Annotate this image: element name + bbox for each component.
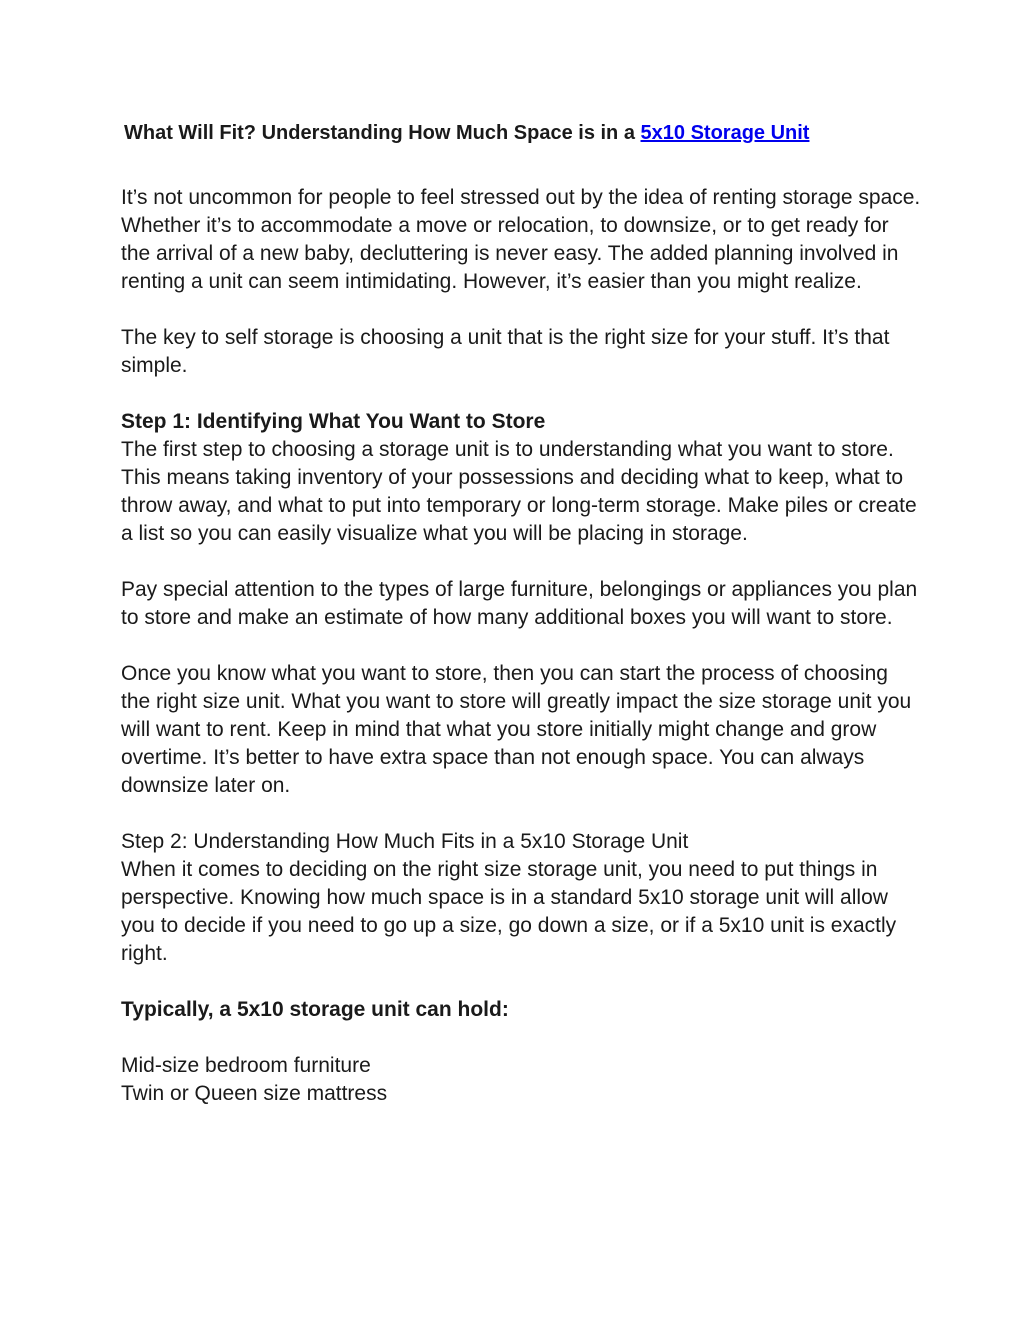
key-paragraph: The key to self storage is choosing a unit that is the right size for your stuff. It’s that simple. — [121, 326, 890, 377]
once-paragraph: Once you know what you want to store, then you can start the process of choosing the right size unit. What you want to store will greatly impact the size storage unit you will want to rent. Keep in mind that what you store initially might change and grow overtime. It’s better to have extra space than not enough space. You can always downsize later on. — [121, 662, 912, 797]
storage-unit-link[interactable]: 5x10 Storage Unit — [640, 122, 810, 144]
typically-heading: Typically, a 5x10 storage unit can hold: — [121, 998, 509, 1021]
intro-paragraph: It’s not uncommon for people to feel stressed out by the idea of renting storage space. Whether it’s to accommodate a move or relocation, to downsize, or to get ready for the arrival of a new baby, decluttering is never easy. The added planning involved in renting a unit can seem intimidating. However, it’s easier than you might realize. — [121, 186, 921, 293]
list-item: Mid-size bedroom furniture — [121, 1054, 371, 1077]
attention-paragraph: Pay special attention to the types of large furniture, belongings or appliances you plan to store and make an estimate of how many additional boxes you will want to store. — [121, 578, 918, 629]
step1-section — [121, 408, 921, 548]
list-item: Twin or Queen size mattress — [121, 1082, 388, 1105]
step2-body: When it comes to deciding on the right size storage unit, you need to put things in perspective. Knowing how much space is in a standard 5x10 storage unit will allow you to decide if you need to go up a size, go down a size, or if a 5x10 unit is exactly right. — [121, 858, 897, 965]
title-text: What Will Fit? Understanding How Much Space is in a — [124, 122, 641, 144]
step1-body: The first step to choosing a storage unit is to understanding what you want to store. This means taking inventory of your possessions and deciding what to keep, what to throw away, and what to put into temporary or long-term storage. Make piles or create a list so you can easily visualize what you will be placing in storage. — [121, 438, 917, 545]
document-title — [124, 118, 921, 148]
step2-heading: Step 2: Understanding How Much Fits in a 5x10 Storage Unit — [121, 830, 689, 853]
step2-section — [121, 828, 921, 968]
hold-list — [121, 1052, 921, 1108]
document-page — [121, 118, 921, 1108]
step1-heading: Step 1: Identifying What You Want to Store — [121, 410, 546, 433]
